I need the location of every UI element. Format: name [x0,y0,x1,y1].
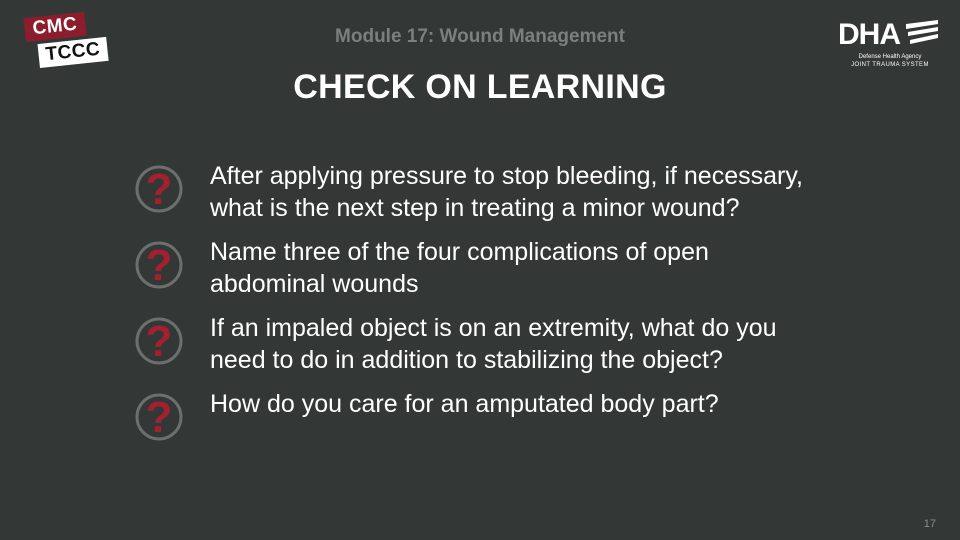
question-text [210,388,910,420]
svg-text:?: ? [145,165,173,214]
question-text-line: If an impaled object is on an extremity, what do you [210,314,777,342]
dha-logo-mark: DHA [838,18,900,51]
dha-logo-subtitle: Defense Health Agency [858,54,922,60]
question-text [210,236,910,300]
flag-stripes-icon [904,20,940,50]
question-text [210,312,910,376]
question-text-line: what is the next step in treating a minor wound? [210,194,740,222]
question-text-line: abdominal wounds [210,270,419,298]
page-number: 17 [923,518,936,530]
logo-cmc-text: CMC [23,12,86,42]
dha-logo-system: JOINT TRAUMA SYSTEM [851,62,929,68]
logo-tccc-text: TCCC [37,37,108,68]
question-text-line: need to do in addition to stabilizing the object? [210,346,723,374]
question-mark-icon [134,316,184,366]
question-mark-icon [134,240,184,290]
question-text-line: How do you care for an amputated body part? [210,390,719,418]
question-text [210,160,910,224]
svg-text:?: ? [145,241,173,290]
svg-text:?: ? [145,393,173,442]
question-mark-icon [134,164,184,214]
question-mark-icon [134,392,184,442]
page-title: CHECK ON LEARNING [293,68,667,106]
module-title: Module 17: Wound Management [335,26,625,47]
question-text-line: Name three of the four complications of open [210,238,709,266]
svg-text:?: ? [145,317,173,366]
dha-logo [838,18,942,74]
question-text-line: After applying pressure to stop bleeding, if necessary, [210,162,803,190]
